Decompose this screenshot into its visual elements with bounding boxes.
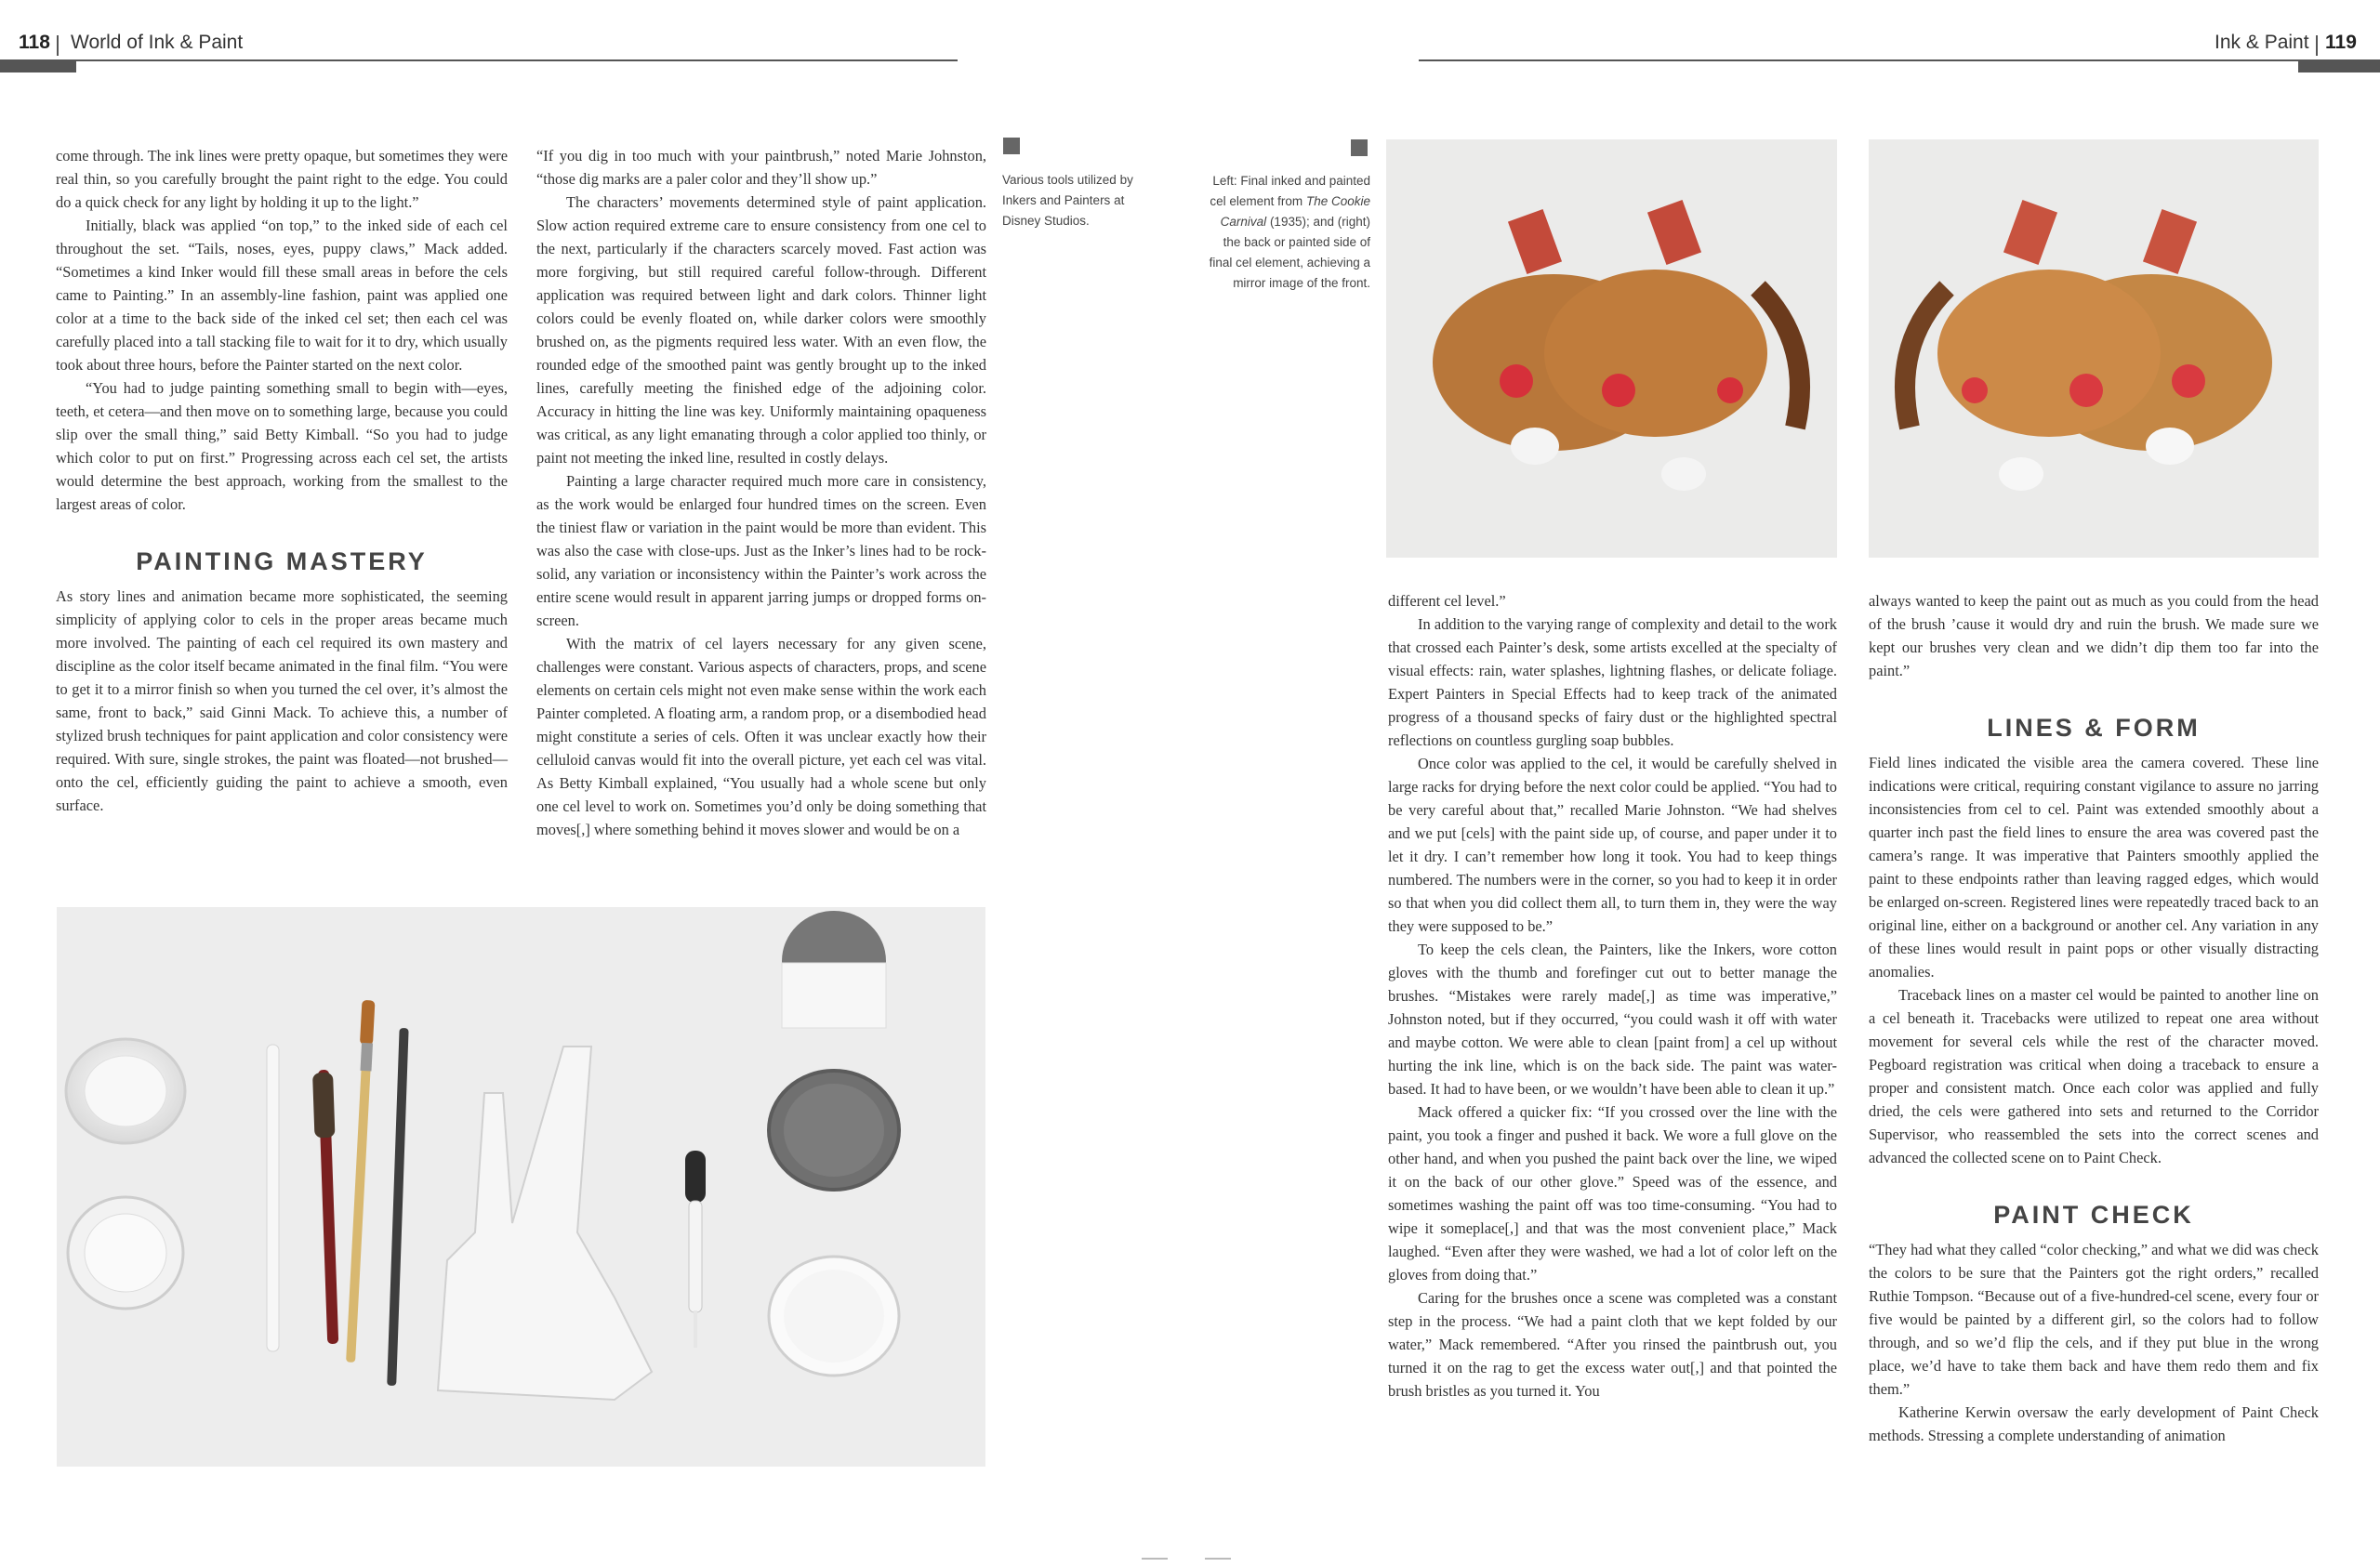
paragraph: “You had to judge painting something small to begin with—eyes, teeth, et cetera—and then move on to something large, because you could slip over the small thing,” said Betty Kimball. “So you had to judge which color to put on first.” Progressing across each cel set, the artists would determine the best approach, working from the smallest to the largest areas of color. [56,379,508,513]
paragraph: different cel level.” [1388,592,1506,610]
gingerbread-cel-back [1869,139,2319,558]
cel-front-photo [1386,139,1837,558]
right-header-tab [2298,61,2380,72]
paragraph: With the matrix of cel layers necessary for any given scene, challenges were constant. Various aspects of characters, props, and scene elements on certain cels might not even make sense within the work each Painter completed. A floating arm, a random prop, or a disembodied head might constitute a series of cels. Often it was unclear exactly how their celluloid canvas would fit into the overall picture, yet each cel was vital. As Betty Kimball explained, “You usually had a whole scene but only one cel level to work on. Sometimes you’d only be doing something that moves[,] where something behind it moves slower and would be on a [536,635,986,838]
left-header-tab [0,61,76,72]
gutter-mark [1142,1558,1168,1560]
paragraph: In addition to the varying range of complexity and detail to the work that crossed each Painter’s desk, some artists excelled at the specialty of visual effects: rain, water splashes, lightning flashes, or delicate foliage. Expert Painters in Special Effects had to keep track of the animated progress of a thousand specks of fairy dust or the highlighted spectral reflections on countless gurgling soap bubbles. [1388,615,1837,749]
right-page-number: 119 [2325,32,2357,53]
left-column-2 [536,144,986,841]
gutter-mark [1205,1558,1231,1560]
caption-marker [1351,139,1368,156]
paragraph: always wanted to keep the paint out as much as you could from the head of the brush ’cause it would dry and ruin the brush. We made sure we kept our brushes very clean and we didn’t dip them too far into the paint.” [1869,592,2319,679]
tools-photo [57,907,985,1467]
paragraph: Initially, black was applied “on top,” to the inked side of each cel throughout the set. “Tails, noses, eyes, puppy claws,” Mack added. “Sometimes a kind Inker would fill these small areas in before the cels came to Painting.” In an assembly-line fashion, paint was applied one color at a time to the back side of the inked cel set; then each cel was carefully placed into a tall stacking file to wait for it to dry, which usually took about three hours, before the Painter started on the next color. [56,217,508,374]
right-header-rule [1419,59,2380,61]
paragraph: To keep the cels clean, the Painters, like the Inkers, wore cotton gloves with the thumb and forefinger cut out to better manage the brushes. “Mistakes were rarely made[,] as time was imperative,” Johnston noted, but if they occurred, “you could wash it off with water and maybe cotton. We were able to clean [paint from] a cel up without hurting the ink line, which is on the back side. The paint was water-based. It had to have been, or we wouldn’t have been able to clean it up.” [1388,941,1837,1098]
left-running-title: World of Ink & Paint [71,32,244,53]
paragraph: The characters’ movements determined style of paint application. Slow action required extreme care to ensure consistency from one cel to the next, particularly if the characters scarcely moved. Fast action was more forgiving, but still required careful follow-through. Different application was required between light and dark colors. Thinner light colors could be evenly floated on, while darker colors were smoothly brushed on, as the pigments required less water. With an even flow, the rounded edge of the smoothed paint was gently brought up to the inked lines, carefully meeting the finished edge of the adjoining color. Accuracy in hitting the line was key. Uniformly maintaining opaqueness was critical, as any light emanating through a color applied too thinly, or paint not meeting the inked line, resulted in costly delays. [536,193,986,467]
paragraph: As story lines and animation became more sophisticated, the seeming simplicity of applying color to cels in the proper areas became much more involved. The painting of each cel required its own mastery and discipline as the color itself became animated in the final film. “You were to get it to a mirror finish so when you turned the cel over, it’s almost the same, front to back,” said Ginni Mack. To achieve this, a number of stylized brush techniques for paint application and color consistency were required. With sure, single strokes, the paint was floated—not brushed—onto the cel, efficiently guiding the paint to achieve a smooth, even surface. [56,587,508,814]
left-page-number: 118 [19,32,50,53]
left-header-rule [0,59,958,61]
paragraph: Painting a large character required much more care in consistency, as the work would be enlarged four hundred times on the screen. Even the tiniest flaw or variation in the paint would be more than evident. This was also the case with close-ups. Just as the Inker’s lines had to be rock-solid, any variation or inconsistency within the Painter’s work across the entire scene would result in apparent jarring jumps or dropped forms on-screen. [536,472,986,629]
section-heading-paint-check: PAINT CHECK [1993,1201,2194,1229]
header-divider [57,35,59,56]
paragraph: “If you dig in too much with your paintbrush,” noted Marie Johnston, “those dig marks are a paler color and they’ll show up.” [536,147,986,188]
film-title: The Cookie Carnival [1220,194,1370,229]
paragraph: come through. The ink lines were pretty opaque, but sometimes they were real thin, so you carefully brought the paint right to the edge. You could do a quick check for any light by holding it up to the light.” [56,147,508,211]
right-column-1 [1388,589,1837,1402]
caption-text: (1935); and (right) the back or painted side of final cel element, achieving a mirror image of the front. [1209,215,1370,290]
right-column-2 [1869,589,2319,1447]
paragraph: Once color was applied to the cel, it would be carefully shelved in large racks for drying before the next color could be applied. “You had to be very careful about that,” recalled Marie Johnston. “We had shelves and we put [cels] with the paint side up, of course, and paper under it to let it dry. I can’t remember how long it took. You had to keep things numbered. The numbers were in the corner, so you had to keep it in order so that when you did collect them all, to turn them in, they were the way they were supposed to be.” [1388,755,1837,935]
caption-text: Left: Final inked and painted cel element from [1210,174,1370,208]
right-running-title: Ink & Paint [2215,32,2309,53]
tools-illustration [57,907,985,1467]
paragraph: Katherine Kerwin oversaw the early development of Paint Check methods. Stressing a complete understanding of animation [1869,1403,2319,1444]
header-divider [2316,35,2318,56]
paragraph: Field lines indicated the visible area the camera covered. These line indications were critical, requiring constant vigilance to assure no jarring inconsistencies from cel to cel. Paint was extended smoothly about a quarter inch past the field lines to ensure the area was covered past the camera’s range. It was imperative that Painters smoothly applied the paint to these endpoints rather than leaving ragged edges, which would be enlarged on-screen. Registered lines were repeatedly traced back to an original line, either on a background or another cel. Any variation in any of these lines would result in paint pops or other visually distracting anomalies. [1869,754,2319,981]
section-heading-painting-mastery: PAINTING MASTERY [136,547,428,575]
cookie-carnival-caption [1209,171,1370,294]
paragraph: “They had what they called “color checking,” and what we did was check the colors to be sure that the Painters got the right orders,” recalled Ruthie Tompson. “Because out of a five-hundred-cel scene, every four or five would be painted by a different girl, so the colors had to follow through, and so we’d flip the cels, and if they put blue in the wrong place, we’d have to take them back and have them redo them and fix them.” [1869,1241,2319,1398]
section-heading-lines-form: LINES & FORM [1987,714,2201,742]
paragraph: Mack offered a quicker fix: “If you crossed over the line with the paint, you took a finger and pushed it back. We wore a full glove on the other hand, and when you pushed the paint back over the line, we wiped it on the back of our other glove.” Speed was of the essence, and sometimes washing the paint off was too time-consuming. “You had to wipe it someplace[,] and that was the most convenient place,” Mack laughed. “Even after they were washed, we had a lot of color left on the gloves from doing that.” [1388,1103,1837,1284]
cel-back-photo [1869,139,2319,558]
caption-marker [1003,138,1020,154]
paragraph: Traceback lines on a master cel would be painted to another line on a cel beneath it. Tracebacks were utilized to repeat one area without movement for several cels while the rest of the character moved. Pegboard registration was critical when doing a traceback to ensure a proper and consistent match. Once each color was applied and fully dried, the cels were gathered into sets and returned to the Corridor Supervisor, who reassembled the sets into the correct scenes and advanced the collected scene on to Paint Check. [1869,986,2319,1166]
gingerbread-cel-front [1386,139,1837,558]
left-column-1 [56,144,508,817]
paragraph: Caring for the brushes once a scene was completed was a constant step in the process. “We had a paint cloth that we kept folded by our water,” Mack remembered. “After you rinsed the paintbrush out, you turned it on the rag to get the excess water out[,] and that pointed the brush bristles as you turned it. You [1388,1289,1837,1400]
tools-caption: Various tools utilized by Inkers and Painters at Disney Studios. [1002,173,1133,228]
